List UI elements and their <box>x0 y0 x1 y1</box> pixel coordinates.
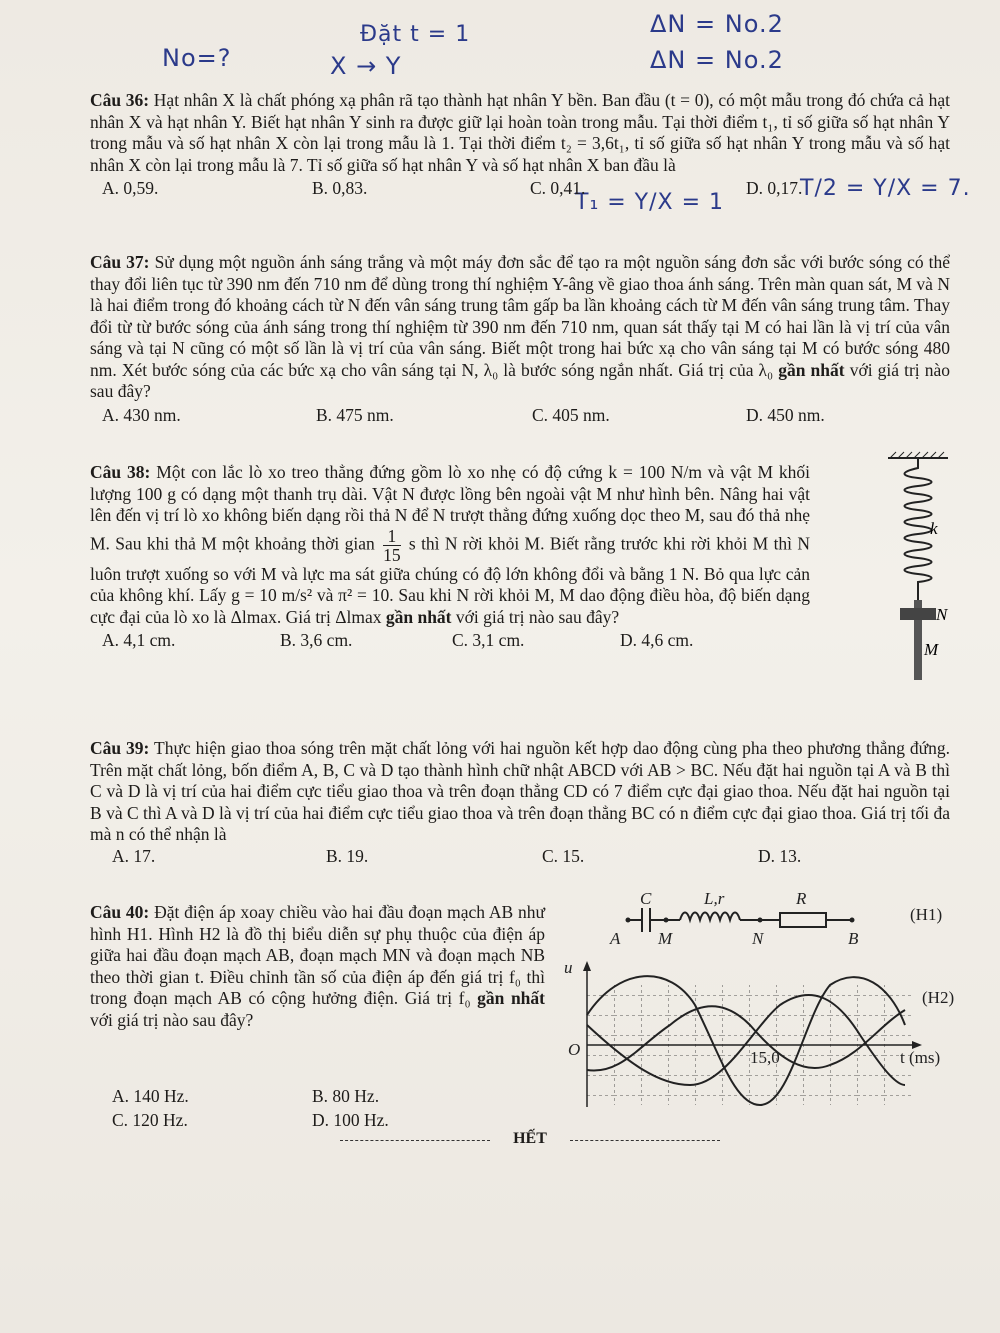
option-d[interactable]: D. 100 Hz. <box>312 1110 389 1130</box>
answer-options <box>90 178 950 200</box>
option-a[interactable]: A. 17. <box>112 845 156 866</box>
option-b[interactable]: B. 80 Hz. <box>312 1086 380 1106</box>
option-c[interactable]: C. 405 nm. <box>532 404 610 425</box>
option-c[interactable]: C. 0,41. <box>530 178 586 198</box>
question-text: Một con lắc lò xo treo thẳng đứng gồm lò xo nhẹ có độ cứng k = 100 N/m và vật M khối lượng 100 g có dạng một thanh trụ dài. Vật N được lồng bên ngoài vật M như hình bên. Nâng hai vật lên đến vị trí lò xo không biến dạng rồi thả N để N trượt thẳng đứng xuống dọc theo M, sau đó thả nhẹ M. Sau khi thả M một khoảng thời gian <box>90 462 810 554</box>
fraction <box>383 527 401 564</box>
axis-label-t: t (ms) <box>900 1048 941 1067</box>
label-r: R <box>796 890 807 908</box>
question-label: Câu 37: <box>90 252 150 272</box>
spring-pendulum-figure <box>878 450 958 690</box>
question-text: s thì N rời khỏi M. Biết rằng trước khi rời khỏi M thì N luôn trượt xuống so với M và lực ma sát giữa chúng có độ lớn không đổi và bằng 1 N. Bỏ qua lực cản của không khí. Lấy g = 10 m/s² và π² = 10. Sau khi N rời khỏi M, M dao động điều hòa, độ biến dạng cực đại của lò xo là Δlmax. Giá trị Δlmax <box>90 533 811 627</box>
voltage-graph-h2 <box>560 955 970 1120</box>
option-c[interactable]: C. 3,1 cm. <box>452 630 525 650</box>
emphasis-text: gần nhất <box>477 988 545 1008</box>
question-36 <box>90 90 950 200</box>
question-39 <box>90 738 951 866</box>
option-b[interactable]: B. 3,6 cm. <box>280 630 353 650</box>
handwritten-note: ΔN = No.2 <box>650 10 784 38</box>
option-c[interactable]: C. 120 Hz. <box>112 1110 188 1130</box>
option-d[interactable]: D. 450 nm. <box>746 404 825 425</box>
label-h2: (H2) <box>922 988 955 1007</box>
question-tail: với giá trị nào sau đây? <box>455 606 620 627</box>
option-d[interactable]: D. 13. <box>758 845 802 866</box>
answer-options-q40 <box>90 1086 590 1108</box>
handwritten-note: No=? <box>162 44 232 72</box>
label-b: B <box>848 929 859 948</box>
question-label: Câu 39: <box>90 738 150 758</box>
question-text: Sử dụng một nguồn ánh sáng trắng và một máy đơn sắc để tạo ra một nguồn sáng đơn sắc với bước sóng có thể thay đổi liên tục từ 390 nm đến 710 nm để dùng trong thí nghiệm Y-âng về giao thoa ánh sáng. Trên màn quan sát, M và N là hai điểm trong đó khoảng cách từ N đến vân sáng trung tâm gấp ba lần khoảng cách từ M đến vân sáng trung tâm. Thay đổi từ từ bước sóng của ánh sáng trong thí nghiệm từ 390 nm đến 710 nm, quan sát thấy tại M có hai lần là vị trí của vân sáng và tại N cũng có một số lần là vị trí của vân sáng. Biết một trong hai bức xạ cho vân sáng tại M có bước sóng 480 nm. Xét bước sóng của các bức xạ cho vân sáng tại N, λ₀ là bước sóng ngắn nhất. Giá trị của λ₀ <box>90 252 951 380</box>
fraction-denominator: 15 <box>383 544 401 565</box>
option-d[interactable]: D. 0,17. <box>746 178 803 198</box>
label-h1: (H1) <box>910 905 943 924</box>
answer-options <box>90 630 810 652</box>
option-a[interactable]: A. 0,59. <box>102 178 159 198</box>
question-38 <box>90 462 810 652</box>
end-line-right <box>570 1140 720 1141</box>
fraction-numerator: 1 <box>383 527 401 546</box>
option-c[interactable]: C. 15. <box>542 845 585 866</box>
answer-options <box>90 826 950 866</box>
handwritten-note: ΔN = No.2 <box>650 46 784 74</box>
label-a: A <box>610 929 621 948</box>
circuit-diagram-h1 <box>600 890 970 952</box>
handwritten-note: T₁ = Y/X = 1 <box>575 190 725 215</box>
option-a[interactable]: A. 4,1 cm. <box>102 630 176 650</box>
question-text: Hạt nhân X là chất phóng xạ phân rã tạo thành hạt nhân Y bền. Ban đầu (t = 0), có một mẫu trong đó chứa cả hạt nhân X và hạt nhân Y. Biết hạt nhân Y sinh ra được giữ lại hoàn toàn trong mẫu. Tại thời điểm t₁, tỉ số giữa số hạt nhân Y trong mẫu và số hạt nhân X còn lại trong mẫu là 1. Tại thời điểm t₂ = 3,6t₁, tỉ số giữa số hạt nhân Y trong mẫu và số hạt nhân X còn lại trong mẫu là 7. Tỉ số giữa số hạt nhân Y và số hạt nhân X ban đầu là <box>90 90 950 175</box>
block-label-n: N <box>936 605 948 624</box>
axis-label-u: u <box>564 958 573 977</box>
question-tail: với giá trị nào sau đây? <box>90 1009 254 1030</box>
question-label: Câu 36: <box>90 90 150 110</box>
handwritten-note: X → Y <box>330 52 402 80</box>
block-n <box>900 608 936 620</box>
handwritten-note: T/2 = Y/X = 7. <box>800 176 971 201</box>
option-b[interactable]: B. 19. <box>326 845 369 866</box>
option-b[interactable]: B. 0,83. <box>312 178 368 198</box>
option-a[interactable]: A. 430 nm. <box>102 404 181 425</box>
tick-label: 15,0 <box>750 1048 780 1067</box>
handwritten-note: Đặt t = 1 <box>360 22 471 47</box>
label-c: C <box>640 890 652 908</box>
end-marker <box>340 1130 720 1150</box>
label-n: N <box>752 929 764 948</box>
option-b[interactable]: B. 475 nm. <box>316 404 394 425</box>
question-text: Thực hiện giao thoa sóng trên mặt chất lỏng với hai nguồn kết hợp dao động cùng pha theo phương thẳng đứng. Trên mặt chất lỏng, bốn điểm A, B, C và D tạo thành hình chữ nhật ABCD với AB > BC. Nếu đặt hai nguồn tại A và B thì C và D là vị trí của hai điểm cực tiểu giao thoa và trên đoạn thẳng CD có 7 điểm cực đại giao thoa. Nếu đặt hai nguồn tại B và C thì A và D là vị trí của hai điểm cực tiểu giao thoa và trên đoạn thẳng BC có n điểm cực đại giao thoa. Giá trị tối đa mà n có thể nhận là <box>90 738 951 844</box>
spring-coil <box>905 458 932 600</box>
question-label: Câu 40: <box>90 902 150 922</box>
answer-options <box>90 405 950 427</box>
question-text: Đặt điện áp xoay chiều vào hai đầu đoạn mạch AB như hình H1. Hình H2 là đồ thị biểu diễn sự phụ thuộc của điện áp giữa hai đầu đoạn mạch AB, đoạn mạch MN và đoạn mạch NB theo thời gian t. Điều chỉnh tần số của điện áp đến giá trị f₀ thì trong đoạn mạch AB có cộng hưởng điện. Giá trị f₀ <box>90 902 545 1008</box>
answer-options-q40-row2 <box>90 1110 590 1132</box>
question-tail: với giá trị nào sau đây? <box>90 359 951 401</box>
emphasis-text: gần nhất <box>778 359 845 380</box>
emphasis-text: gần nhất <box>385 606 452 627</box>
question-label: Câu 38: <box>90 462 151 482</box>
question-37 <box>90 252 950 427</box>
rod-label-m: M <box>924 640 939 659</box>
label-m: M <box>658 929 673 948</box>
end-line-left <box>340 1140 490 1141</box>
question-40 <box>90 902 545 1031</box>
spring-label-k: k <box>930 519 938 538</box>
option-d[interactable]: D. 4,6 cm. <box>620 630 694 650</box>
label-lr: L,r <box>704 890 725 908</box>
option-a[interactable]: A. 140 Hz. <box>112 1086 189 1106</box>
origin-label: O <box>568 1040 581 1059</box>
end-text: HẾT <box>513 1130 547 1147</box>
